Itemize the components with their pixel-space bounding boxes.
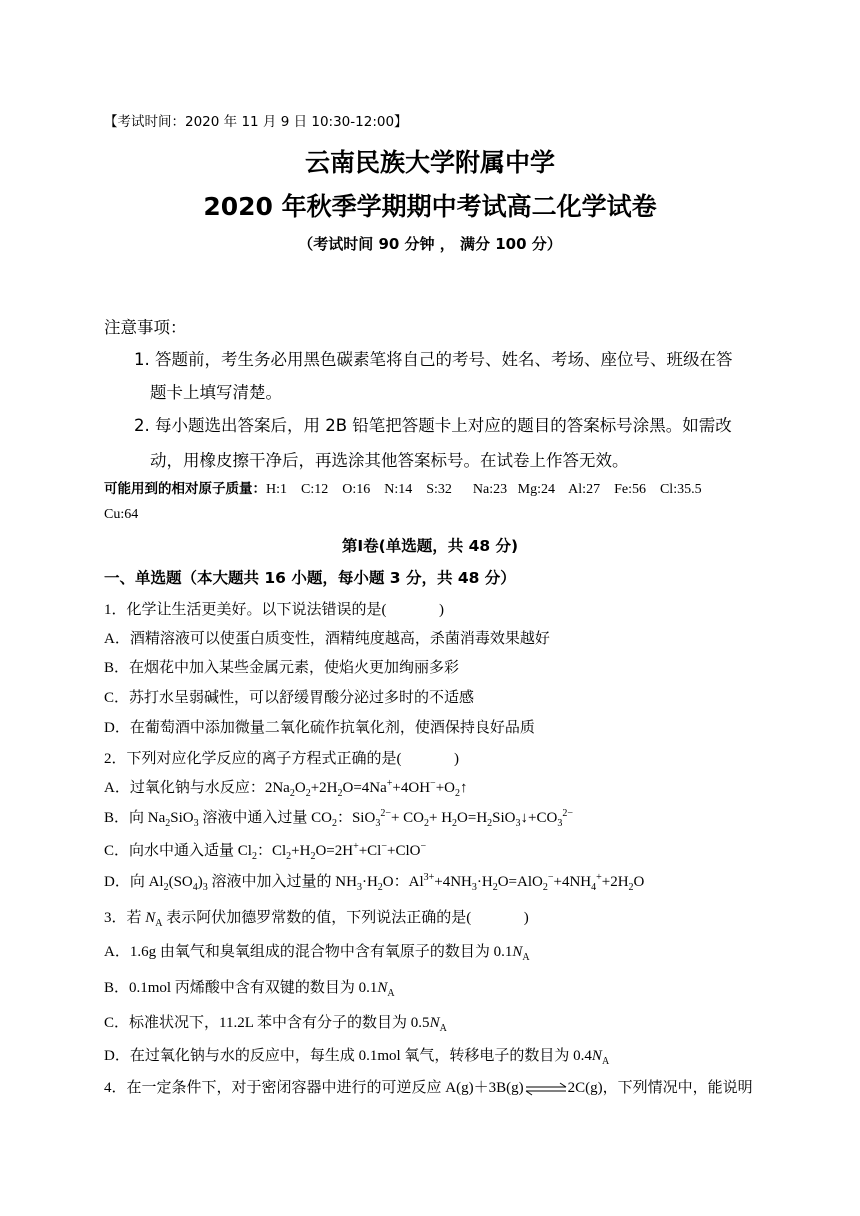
- q3-stem: [104, 906, 529, 927]
- q2-a-equation: $2Na_2O_2+2H_2O=4Na^++4OH^-+O_2↑$: [264, 778, 468, 799]
- q3-a-na-sub: A: [522, 952, 530, 963]
- q3-d-na-sub: A: [601, 1056, 610, 1067]
- school-name: 云南民族大学附属中学: [304, 148, 555, 177]
- q3-a-na: N: [512, 944, 523, 960]
- q2-d-prefix: D．向: [104, 874, 149, 890]
- q3-na-symbol: N: [145, 910, 156, 926]
- q3-c-na: N: [429, 1015, 440, 1031]
- note-item-1-cont: 题卡上填写清楚。: [150, 383, 282, 402]
- notes-heading: 注意事项：: [104, 318, 187, 337]
- q3-b-text: B．0.1mol 丙烯酸中含有双键的数目为 0.1: [104, 980, 378, 996]
- q3-d-text: D．在过氧化钠与水的反应中，每生成 0.1mol 氧气，转移电子的数目为 0.4: [104, 1048, 592, 1064]
- q2-option-b: [104, 806, 573, 827]
- q1-option-a: A．酒精溶液可以使蛋白质变性，酒精纯度越高，杀菌消毒效果越好: [104, 631, 550, 647]
- q3-option-a: [104, 940, 530, 961]
- note-item-1: 1. 答题前，考生务必用黑色碳素笔将自己的考号、姓名、考场、座位号、班级在答: [134, 350, 733, 369]
- q3-d-na: N: [591, 1048, 602, 1064]
- q3-option-c: [104, 1011, 447, 1032]
- exam-time-line: 【考试时间：2020 年 11 月 9 日 10:30-12:00】: [104, 114, 408, 130]
- q3-stem-suffix: 表示阿伏加德罗常数的值，下列说法正确的是( ): [162, 910, 529, 926]
- q3-option-d: [104, 1044, 609, 1065]
- q3-c-na-sub: A: [439, 1023, 447, 1034]
- note-item-2-cont: 动，用橡皮擦干净后，再选涂其他答案标号。在试卷上作答无效。: [150, 451, 629, 470]
- atomic-masses-line-2: Cu:64: [104, 507, 139, 522]
- exam-subtitle: （考试时间 90 分钟 ， 满分 100 分）: [298, 235, 562, 253]
- q1-option-d: D．在葡萄酒中添加微量二氧化硫作抗氧化剂，使酒保持良好品质: [104, 720, 535, 736]
- equilibrium-arrow-icon: [524, 1082, 568, 1096]
- q2-b-mid: 溶液中通入过量: [198, 810, 312, 826]
- q3-option-b: [104, 976, 395, 997]
- q3-b-na-sub: A: [387, 988, 395, 999]
- q2-d-equation: $NH_3\cdot H_2O$：$Al^{3+}+4NH_3\cdot H_2O=AlO_2^-+4NH_4^++2H_2O$: [335, 872, 645, 893]
- q2-d-reagent: $Al_2(SO_4)_3$: [148, 874, 208, 893]
- q4-stem-prefix: 4．在一定条件下，对于密闭容器中进行的可逆反应 A(g)＋3B(g): [104, 1080, 524, 1096]
- q4-stem: [104, 1076, 753, 1097]
- section-title: 第Ⅰ卷(单选题，共 48 分): [341, 537, 519, 555]
- q2-a-prefix: A．过氧化钠与水反应：: [104, 780, 265, 796]
- q2-option-a: [104, 776, 467, 797]
- atomic-masses-values: H:1 C:12 O:16 N:14 S:32 Na:23 Mg:24 Al:27 Fe:56 Cl:35.5: [266, 482, 702, 497]
- q3-stem-prefix: 3．若: [104, 910, 146, 926]
- q1-option-c: C．苏打水呈弱碱性，可以舒缓胃酸分泌过多时的不适感: [104, 690, 475, 706]
- q2-b-equation: $CO_2$：$SiO_3^{2-}+ CO_2+$ $H_2O=H_2SiO_3↓+CO_3^{2-}$: [311, 808, 573, 829]
- part-heading: 一、单选题（本大题共 16 小题，每小题 3 分，共 48 分）: [104, 569, 516, 587]
- q1-stem: 1．化学让生活更美好。以下说法错误的是( ): [104, 602, 444, 618]
- q2-stem: 2．下列对应化学反应的离子方程式正确的是( ): [104, 751, 459, 767]
- q3-b-na: N: [377, 980, 388, 996]
- exam-title: 2020 年秋季学期期中考试高二化学试卷: [203, 192, 657, 221]
- note-item-2: 2. 每小题选出答案后，用 2B 铅笔把答题卡上对应的题目的答案标号涂黑。如需改: [134, 416, 732, 435]
- q2-d-mid: 溶液中加入过量的: [207, 874, 336, 890]
- q2-option-c: [104, 839, 426, 860]
- q3-na-sub: A: [155, 918, 163, 929]
- q2-b-reagent: $Na_2SiO_3$: [147, 810, 199, 829]
- q3-c-text: C．标准状况下，11.2L 苯中含有分子的数目为 0.5: [104, 1015, 430, 1031]
- q4-stem-suffix: 2C(g)，下列情况中，能说明: [567, 1080, 753, 1096]
- atomic-masses-label: 可能用到的相对原子质量：: [104, 481, 266, 497]
- atomic-masses-line: [104, 477, 702, 498]
- q2-c-prefix: C．向水中通入适量: [104, 843, 238, 859]
- q3-a-text: A．1.6g 由氧气和臭氧组成的混合物中含有氧原子的数目为 0.1: [104, 944, 513, 960]
- q2-option-d: [104, 870, 644, 891]
- q2-b-prefix: B．向: [104, 810, 148, 826]
- q2-c-equation: $Cl_2$：$Cl_2+H_2O=2H^++Cl^-+ClO^-$: [237, 841, 427, 862]
- q1-option-b: B．在烟花中加入某些金属元素，使焰火更加绚丽多彩: [104, 660, 460, 676]
